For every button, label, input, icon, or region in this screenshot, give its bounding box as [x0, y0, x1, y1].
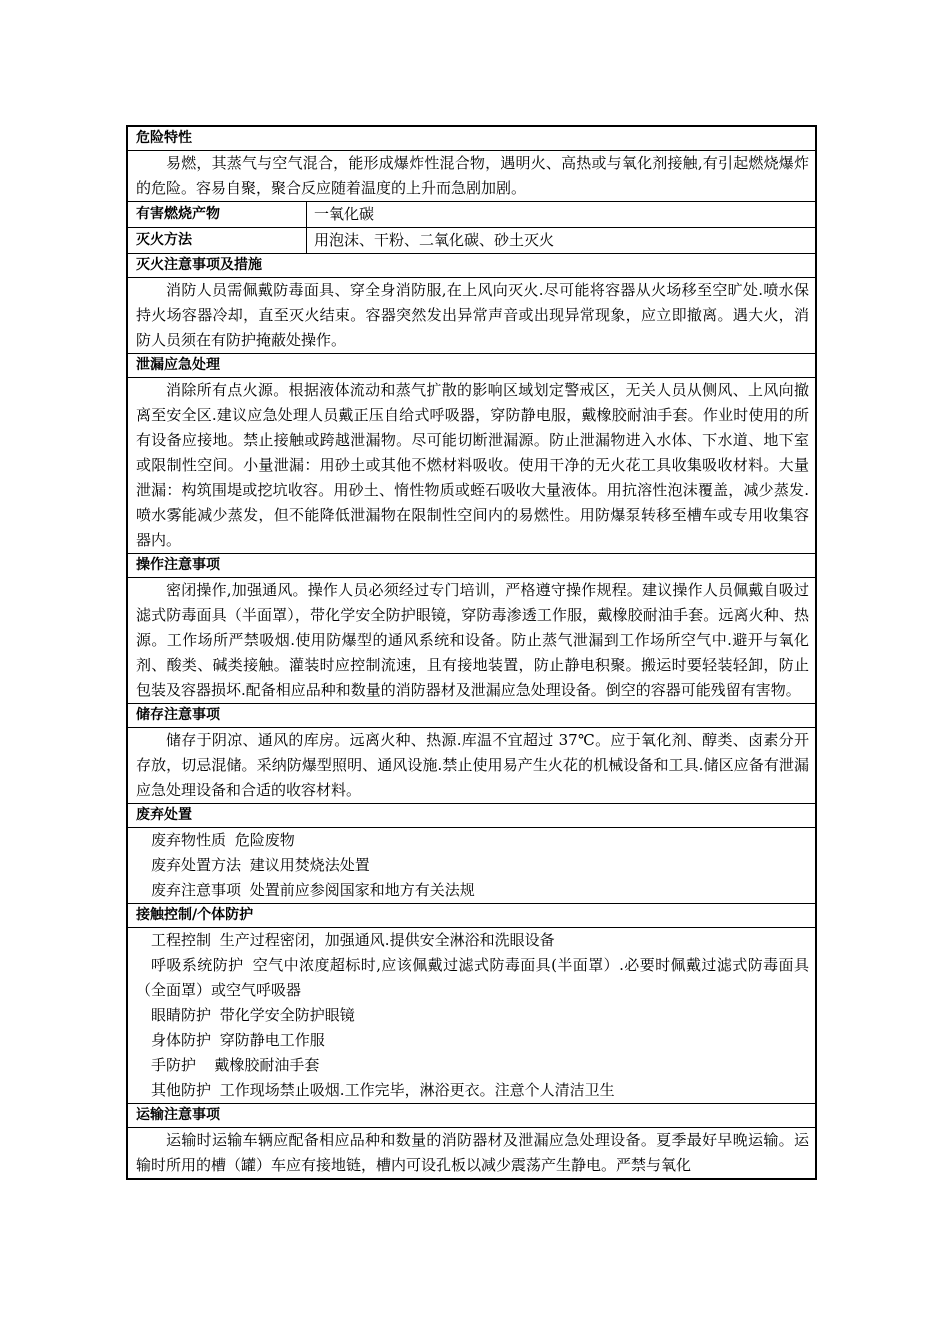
- disposal-item: [128, 878, 815, 903]
- combustion-products-row: [128, 201, 815, 227]
- disposal-item: [128, 853, 815, 878]
- exposure-key: 其他防护: [151, 1081, 212, 1099]
- exposure-value: 空气中浓度超标时,应该佩戴过滤式防毒面具(半面罩）.必要时佩戴过滤式防毒面具（全面罩）或空气呼吸器: [136, 956, 809, 999]
- combustion-products-value: 一氧化碳: [314, 205, 375, 223]
- exposure-key: 呼吸系统防护: [151, 956, 244, 974]
- exposure-item: [128, 1028, 815, 1053]
- hazard-text: 易燃，其蒸气与空气混合，能形成爆炸性混合物，遇明火、高热或与氧化剂接触,有引起燃烧爆炸的危险。容易自聚，聚合反应随着温度的上升而急剧加剧。: [128, 150, 815, 201]
- disposal-key: 废弃处置方法: [151, 856, 242, 874]
- transport-text: 运输时运输车辆应配备相应品种和数量的消防器材及泄漏应急处理设备。夏季最好早晚运输。运输时所用的槽（罐）车应有接地链，槽内可设孔板以减少震荡产生静电。严禁与氧化: [128, 1127, 815, 1178]
- disposal-key: 废弃物性质: [151, 831, 227, 849]
- combustion-products-label: 有害燃烧产物: [128, 202, 307, 227]
- firefighting-text: 消防人员需佩戴防毒面具、穿全身消防服,在上风向灭火.尽可能将容器从火场移至空旷处.喷水保持火场容器冷却，直至灭火结束。容器突然发出异常声音或出现异常现象，应立即撤离。遇大火，消防人员须在有防护掩蔽处操作。: [128, 277, 815, 353]
- storage-title: 储存注意事项: [128, 703, 815, 727]
- exposure-title: 接触控制/个体防护: [128, 903, 815, 927]
- storage-text: 储存于阴凉、通风的库房。远离火种、热源.库温不宜超过 37℃。应于氧化剂、醇类、卤素分开存放，切忌混储。采纳防爆型照明、通风设施.禁止使用易产生火花的机械设备和工具.储区应备有泄漏应急处理设备和合适的收容材料。: [128, 727, 815, 803]
- disposal-value: 危险废物: [234, 831, 295, 849]
- handling-text: 密闭操作,加强通风。操作人员必须经过专门培训，严格遵守操作规程。建议操作人员佩戴自吸过滤式防毒面具（半面罩），带化学安全防护眼镜，穿防毒渗透工作服，戴橡胶耐油手套。远离火种、热源。工作场所严禁吸烟.使用防爆型的通风系统和设备。防止蒸气泄漏到工作场所空气中.避开与氧化剂、酸类、碱类接触。灌装时应控制流速，且有接地装置，防止静电积聚。搬运时要轻装轻卸，防止包装及容器损坏.配备相应品种和数量的消防器材及泄漏应急处理设备。倒空的容器可能残留有害物。: [128, 577, 815, 703]
- exposure-list: [128, 927, 815, 1103]
- spill-text: 消除所有点火源。根据液体流动和蒸气扩散的影响区域划定警戒区，无关人员从侧风、上风向撤离至安全区.建议应急处理人员戴正压自给式呼吸器，穿防静电服，戴橡胶耐油手套。作业时使用的所有设备应接地。禁止接触或跨越泄漏物。尽可能切断泄漏源。防止泄漏物进入水体、下水道、地下室或限制性空间。小量泄漏：用砂土或其他不燃材料吸收。使用干净的无火花工具收集吸收材料。大量泄漏：构筑围堤或挖坑收容。用砂土、惰性物质或蛭石吸收大量液体。用抗溶性泡沫覆盖，减少蒸发.喷水雾能减少蒸发，但不能降低泄漏物在限制性空间内的易燃性。用防爆泵转移至槽车或专用收集容器内。: [128, 377, 815, 553]
- firefighting-title: 灭火注意事项及措施: [128, 253, 815, 277]
- extinguishing-value: 用泡沫、干粉、二氧化碳、砂土灭火: [314, 231, 555, 249]
- exposure-item: [128, 928, 815, 953]
- exposure-item: [128, 1003, 815, 1028]
- msds-table: [126, 125, 817, 1180]
- handling-title: 操作注意事项: [128, 553, 815, 577]
- disposal-value: 建议用焚烧法处置: [249, 856, 370, 874]
- exposure-key: 身体防护: [151, 1031, 212, 1049]
- disposal-key: 废弃注意事项: [151, 881, 242, 899]
- exposure-item: [128, 953, 815, 1003]
- disposal-item: [128, 828, 815, 853]
- exposure-value: 带化学安全防护眼镜: [219, 1006, 355, 1024]
- disposal-value: 处置前应参阅国家和地方有关法规: [249, 881, 475, 899]
- exposure-key: 工程控制: [151, 931, 212, 949]
- extinguishing-label: 灭火方法: [128, 228, 307, 253]
- exposure-item: [128, 1053, 815, 1078]
- exposure-key: 手防护: [151, 1056, 197, 1074]
- exposure-value: 戴橡胶耐油手套: [204, 1056, 320, 1074]
- transport-title: 运输注意事项: [128, 1103, 815, 1127]
- spill-title: 泄漏应急处理: [128, 353, 815, 377]
- disposal-list: [128, 827, 815, 903]
- extinguishing-row: [128, 227, 815, 253]
- exposure-value: 工作现场禁止吸烟.工作完毕，淋浴更衣。注意个人清洁卫生: [219, 1081, 615, 1099]
- exposure-item: [128, 1078, 815, 1103]
- exposure-key: 眼睛防护: [151, 1006, 212, 1024]
- exposure-value: 穿防静电工作服: [219, 1031, 325, 1049]
- hazard-title: 危险特性: [136, 130, 192, 146]
- exposure-value: 生产过程密闭，加强通风.提供安全淋浴和洗眼设备: [219, 931, 555, 949]
- disposal-title: 废弃处置: [128, 803, 815, 827]
